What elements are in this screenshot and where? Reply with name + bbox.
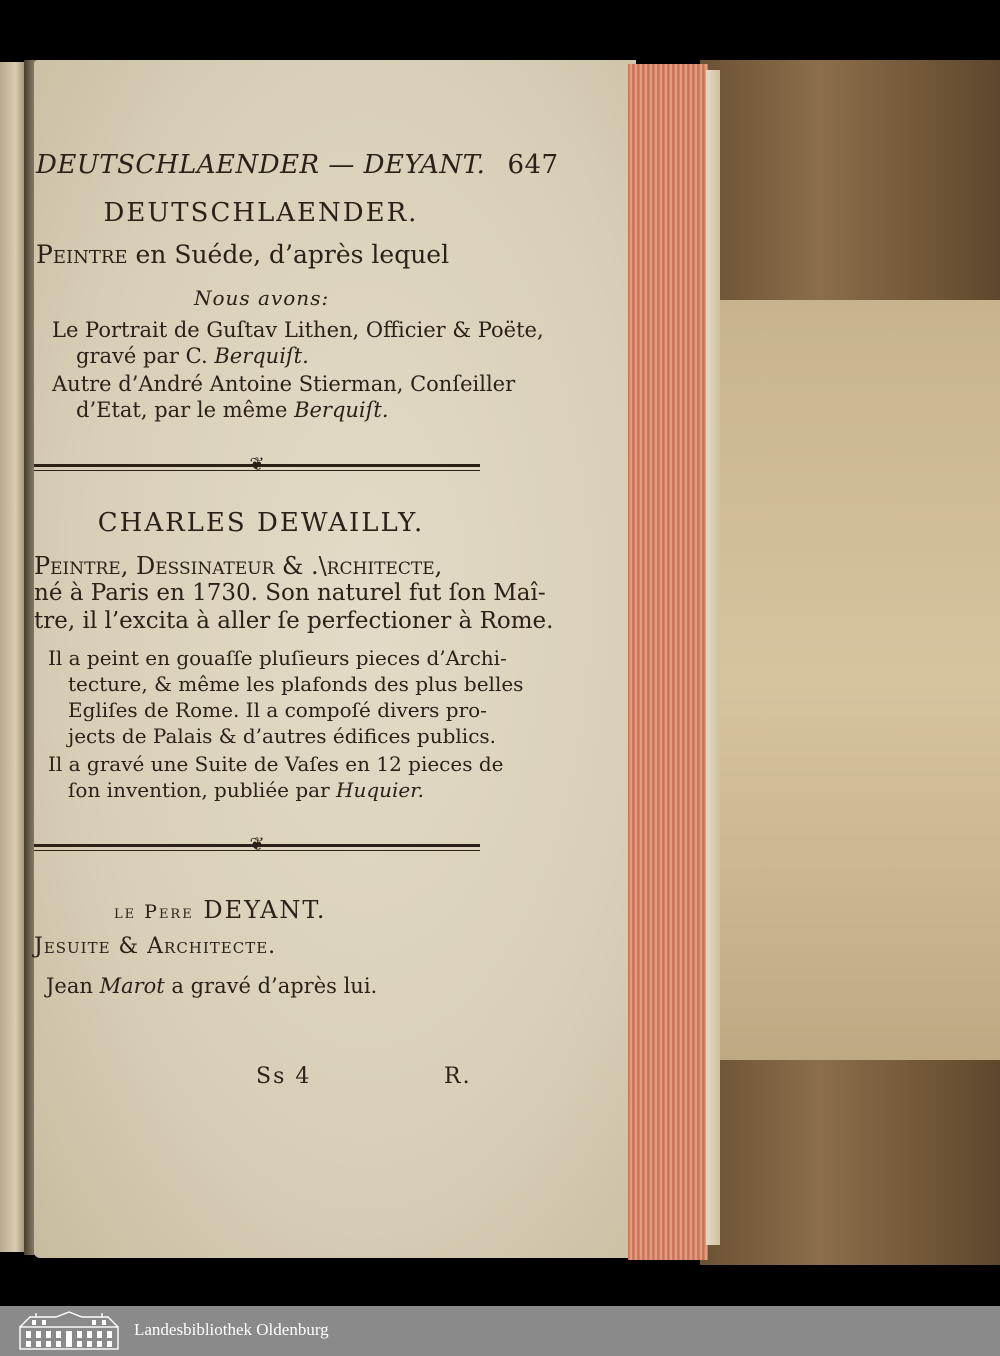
- entry2-line: ſon invention, publiée par Huquier.: [68, 778, 424, 802]
- entry-heading-dewailly: CHARLES DEWAILLY.: [97, 508, 425, 538]
- library-name: Landesbibliothek Oldenburg: [134, 1320, 329, 1339]
- entry1-intro: Peintre en Suéde, d’après lequel: [36, 240, 450, 269]
- catchword: R.: [444, 1064, 472, 1089]
- entry2-line: Il a peint en gouaſſe pluſieurs pieces d’Archi-: [48, 646, 507, 670]
- entry2-line: Il a gravé une Suite de Vaſes en 12 pieces de: [48, 752, 504, 776]
- ornamental-rule: [34, 834, 480, 855]
- entry1-line: d’Etat, par le même Berquiſt.: [76, 398, 389, 422]
- entry3-line: Jesuite & Architecte.: [34, 934, 277, 959]
- running-title: DEUTSCHLAENDER — DEYANT.: [36, 150, 486, 180]
- red-page-edges: [628, 64, 708, 1260]
- entry2-line: Peintre, Dessinateur & .\rchitecte,: [34, 552, 443, 580]
- library-footer: [0, 1306, 1000, 1356]
- entry1-line: Autre d’André Antoine Stierman, Conſeiller: [52, 372, 516, 396]
- entry1-line: Le Portrait de Guſtav Lithen, Officier & Poëte,: [52, 318, 544, 342]
- running-head: [36, 150, 559, 180]
- page-block-edge: [706, 70, 720, 1245]
- entry-heading-deyant: le Pere DEYANT.: [114, 896, 327, 924]
- ornamental-rule: [34, 454, 480, 475]
- ornament-icon: ❦: [249, 454, 265, 475]
- facing-page-edge: [0, 62, 26, 1252]
- entry2-line: jects de Palais & d’autres édifices publics.: [68, 724, 497, 748]
- entry3-line: Jean Marot a gravé d’après lui.: [46, 974, 378, 998]
- entry1-line: gravé par C. Berquiſt.: [76, 344, 309, 368]
- entry2-line: tre, il l’excita à aller ſe perfectioner à Rome.: [34, 608, 554, 634]
- cover-paper-label: [718, 300, 1000, 1060]
- entry-heading-deutschlaender: DEUTSCHLAENDER.: [103, 198, 419, 228]
- page-number: 647: [507, 150, 559, 180]
- nous-avons: Nous avons:: [194, 286, 330, 310]
- signature-mark: Ss 4: [256, 1064, 312, 1089]
- library-building-icon: [16, 1311, 122, 1351]
- entry2-line: né à Paris en 1730. Son naturel fut ſon Maî-: [34, 580, 546, 606]
- ornament-icon: ❦: [249, 834, 265, 855]
- entry2-line: tecture, & même les plafonds des plus belles: [68, 672, 524, 696]
- entry2-line: Egliſes de Rome. Il a compoſé divers pro-: [68, 698, 487, 722]
